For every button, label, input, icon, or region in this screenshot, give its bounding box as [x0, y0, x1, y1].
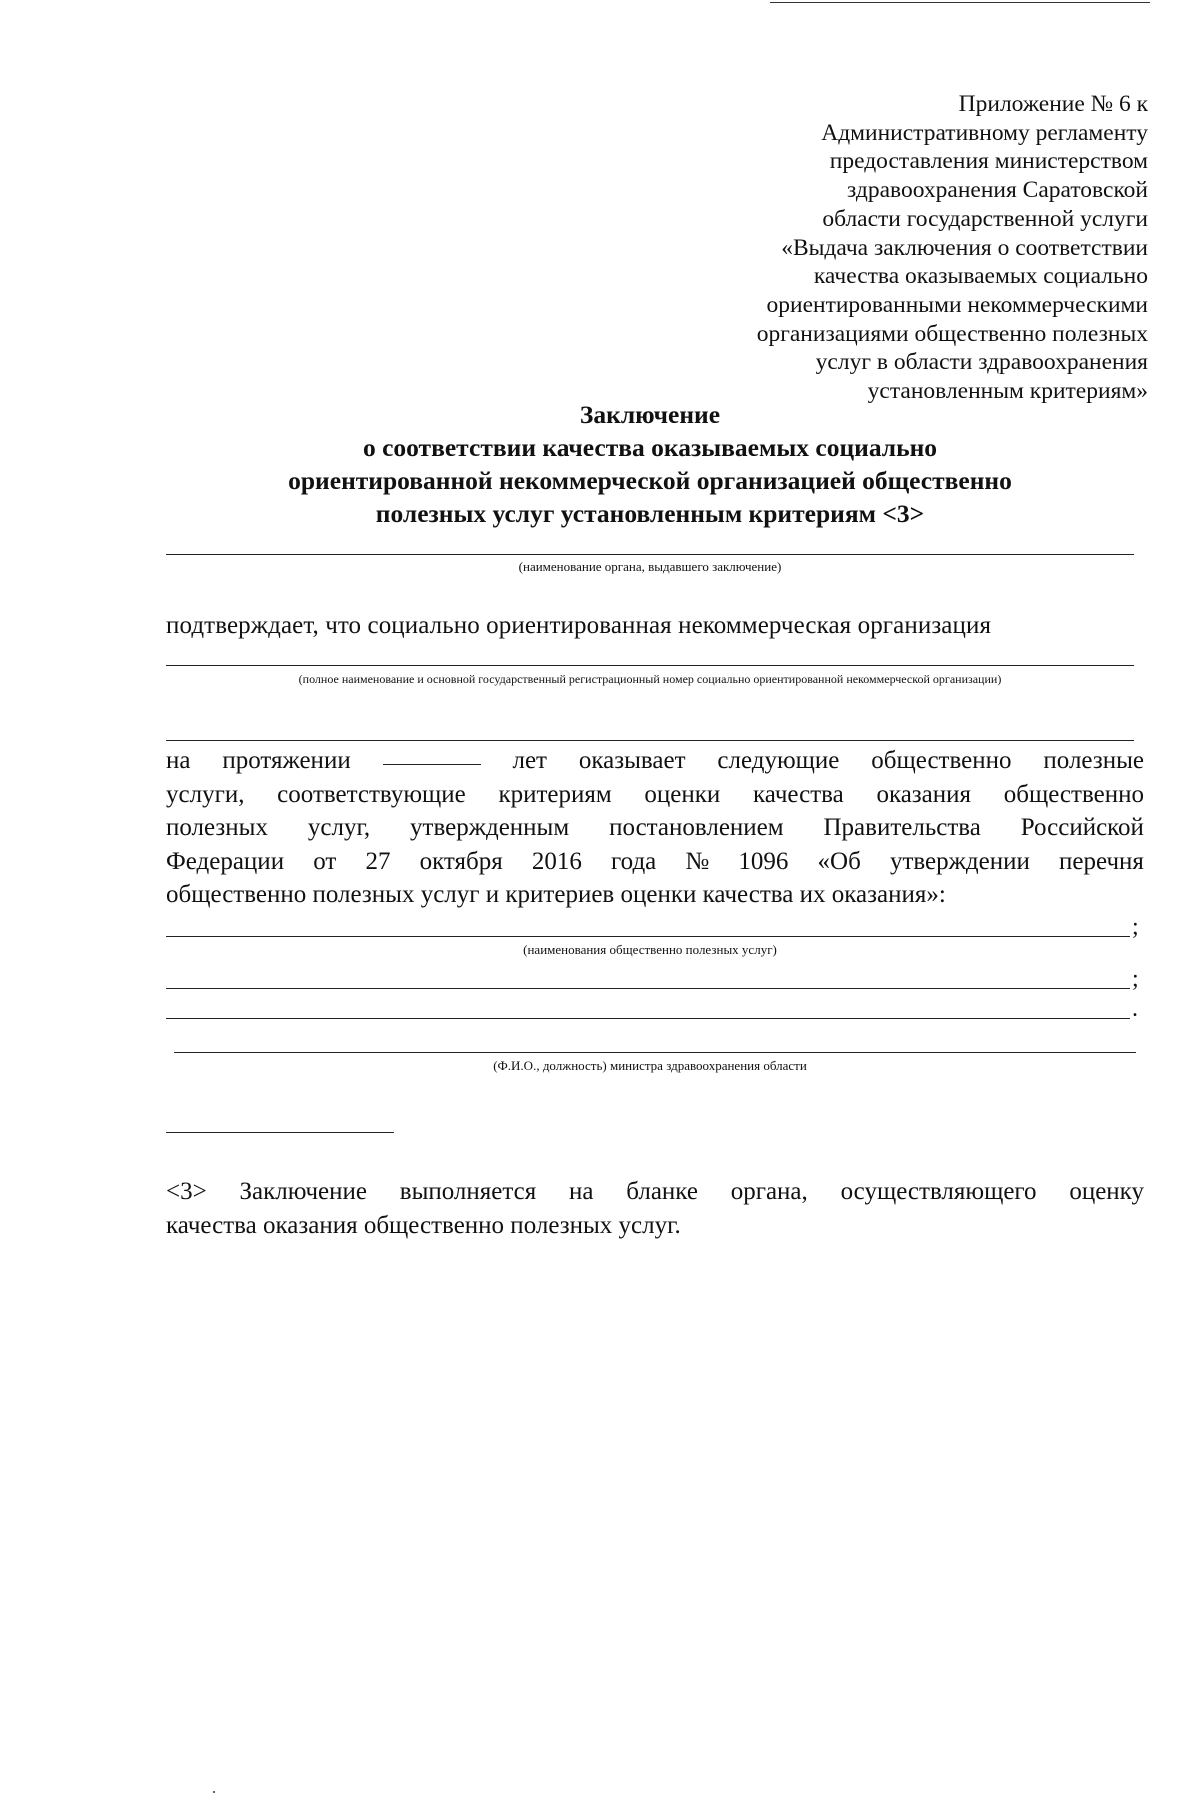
semicolon: ;	[1132, 966, 1139, 992]
word: 2016	[531, 847, 582, 875]
services-caption: (наименования общественно полезных услуг)	[523, 942, 777, 957]
word: от	[313, 847, 337, 875]
footnote-line	[166, 1175, 1144, 1209]
semicolon: ;	[1132, 914, 1139, 940]
word: критериям	[498, 780, 612, 808]
word: услуг,	[307, 814, 371, 841]
annex-header	[628, 90, 1148, 406]
document-title	[150, 398, 1150, 530]
word: общественно	[871, 747, 1012, 774]
word: общественно	[1003, 780, 1144, 808]
title-line: о соответствии качества оказываемых социально	[362, 433, 938, 462]
service-field-line-2[interactable]	[166, 988, 1130, 989]
word: лет	[512, 747, 547, 774]
annex-line: области государственной услуги	[822, 205, 1148, 232]
title-line: ориентированной некоммерческой организацией общественно	[288, 466, 1012, 495]
footnote-line: качества оказания общественно полезных услуг.	[166, 1212, 681, 1239]
word: оказывает	[578, 747, 686, 774]
services-paragraph	[166, 744, 1144, 912]
title-line: Заключение	[579, 400, 721, 429]
signer-caption: (Ф.И.О., должность) министра здравоохранения области	[493, 1058, 807, 1073]
word: Федерации	[166, 847, 285, 875]
org-field-line[interactable]	[166, 665, 1134, 666]
issuer-caption: (наименование органа, выдавшего заключение)	[518, 559, 782, 574]
scan-edge-line	[770, 2, 1150, 3]
signer-field-line[interactable]	[174, 1052, 1136, 1053]
word: бланке	[626, 1178, 698, 1205]
word: услуги,	[166, 780, 245, 808]
word: оценку	[1069, 1178, 1144, 1205]
word: соответствующие	[277, 780, 466, 808]
annex-line: установленным критериям»	[867, 378, 1148, 405]
word: оказания	[876, 780, 972, 808]
word: 1096	[738, 847, 789, 875]
annex-line: качества оказываемых социально	[813, 263, 1148, 290]
annex-line: здравоохранения Саратовской	[847, 177, 1148, 204]
years-blank-field[interactable]	[383, 744, 481, 765]
word: октября	[419, 847, 503, 875]
paragraph-line	[166, 811, 1144, 845]
paragraph-line	[166, 744, 1144, 778]
paragraph-line	[166, 778, 1144, 812]
word: протяжении	[222, 747, 351, 774]
footnote	[166, 1175, 1144, 1243]
word: 27	[365, 847, 391, 875]
word: выполняется	[399, 1178, 537, 1205]
word: органа,	[730, 1178, 808, 1205]
word: осуществляющего	[840, 1178, 1037, 1205]
word: <3>	[166, 1178, 207, 1205]
issuer-field-line[interactable]	[166, 554, 1134, 555]
word: полезных	[166, 814, 268, 841]
word: на	[568, 1178, 594, 1205]
paragraph-line: общественно полезных услуг и критериев оценки качества их оказания»:	[166, 881, 946, 908]
word: Правительства	[823, 814, 981, 841]
word: Заключение	[239, 1178, 367, 1205]
word: «Об	[817, 847, 861, 875]
annex-line: ориентированными некоммерческими	[766, 291, 1148, 318]
annex-line: Административному регламенту	[821, 119, 1148, 146]
org-caption: (полное наименование и основной государственный регистрационный номер социально ориентированной некоммерческой организации)	[298, 672, 1002, 686]
org-field-line-2[interactable]	[166, 740, 1134, 741]
annex-line: «Выдача заключения о соответствии	[781, 234, 1148, 261]
footnote-separator	[166, 1132, 394, 1133]
word: №	[685, 847, 710, 875]
word: оценки	[644, 780, 721, 808]
annex-line: предоставления министерством	[829, 148, 1148, 175]
paragraph-line	[166, 845, 1144, 879]
word: перечня	[1059, 847, 1144, 875]
annex-line: организациями общественно полезных	[756, 320, 1148, 347]
word: года	[611, 847, 657, 875]
service-field-line-3[interactable]	[166, 1018, 1130, 1019]
word: качества	[752, 780, 844, 808]
confirm-text: подтверждает, что социально ориентированная некоммерческая организация	[166, 612, 992, 639]
word: утвержденным	[410, 814, 570, 841]
service-field-line-1[interactable]	[166, 936, 1130, 937]
word: утверждении	[889, 847, 1030, 875]
word: следующие	[717, 747, 840, 774]
word: Российской	[1020, 814, 1144, 841]
word: на	[166, 747, 191, 774]
period: .	[1132, 996, 1138, 1022]
title-line: полезных услуг установленным критериям <3>	[375, 499, 925, 528]
word: постановлением	[609, 814, 784, 841]
annex-line: Приложение № 6 к	[958, 91, 1148, 117]
annex-line: услуг в области здравоохранения	[815, 349, 1148, 376]
word: полезные	[1043, 747, 1144, 774]
